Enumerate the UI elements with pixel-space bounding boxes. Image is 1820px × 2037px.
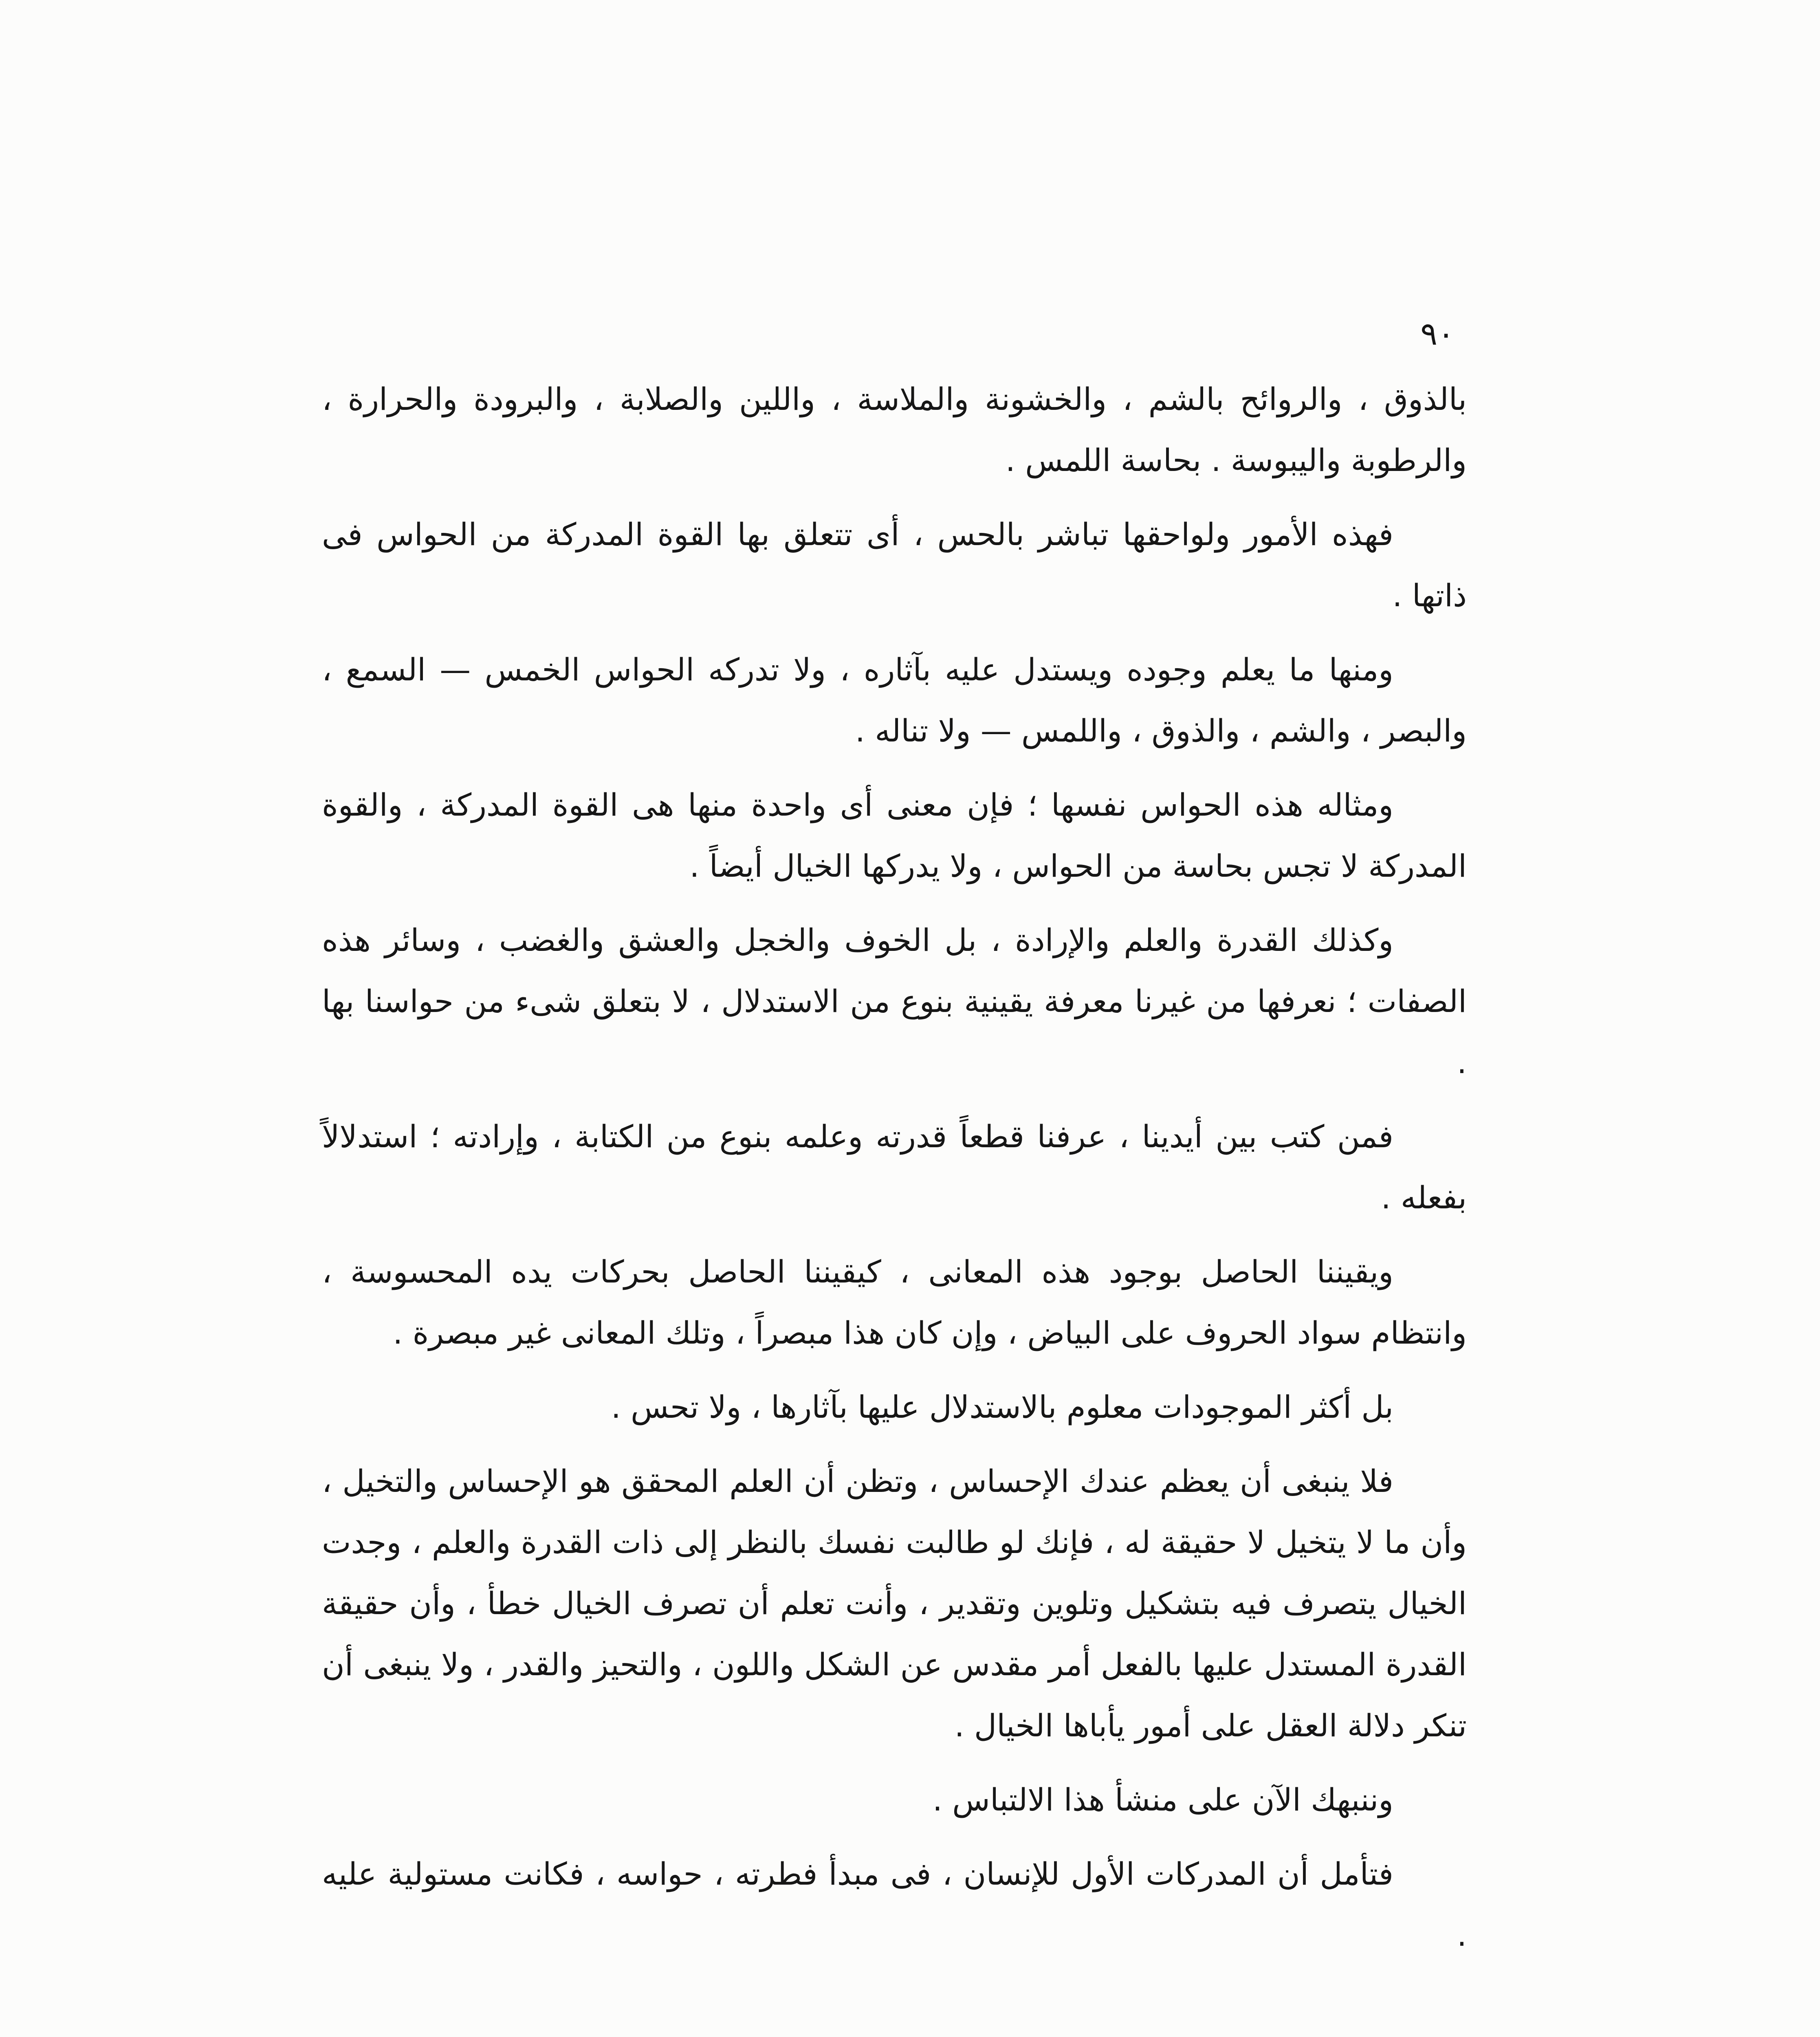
paragraph: فلا ينبغى أن يعظم عندك الإحساس ، وتظن أن العلم المحقق هو الإحساس والتخيل ، وأن ما لا يتخيل لا حقيقة له ، فإنك لو طالبت نفسك بالنظر إلى ذات القدرة والعلم ، وجدت الخيال يتصرف فيه بتشكيل وتلوين وتقدير ، وأنت تعلم أن تصرف الخيال خطأ ، وأن حقيقة القدرة المستدل عليها بالفعل أمر مقدس عن الشكل واللون ، والتحيز والقدر ، ولا ينبغى أن تنكر دلالة العقل على أمور يأباها الخيال . xyxy=(322,1463,1467,1744)
paragraph: ويقيننا الحاصل بوجود هذه المعانى ، كيقيننا الحاصل بحركات يده المحسوسة ، وانتظام سواد الحروف على البياض ، وإن كان هذا مبصراً ، وتلك المعانى غير مبصرة . xyxy=(322,1254,1467,1351)
paragraph: ومنها ما يعلم وجوده ويستدل عليه بآثاره ، ولا تدركه الحواس الخمس — السمع ، والبصر ، والشم ، والذوق ، واللمس — ولا تناله . xyxy=(322,651,1467,749)
paragraph: بالذوق ، والروائح بالشم ، والخشونة والملاسة ، واللين والصلابة ، والبرودة والحرارة ، والرطوبة واليبوسة . بحاسة اللمس . xyxy=(322,381,1467,478)
page-number: ٩٠ xyxy=(1420,316,1455,352)
body-text xyxy=(322,369,1467,1979)
paragraph: فهذه الأمور ولواحقها تباشر بالحس ، أى تتعلق بها القوة المدركة من الحواس فى ذاتها . xyxy=(322,516,1467,614)
paragraph: وكذلك القدرة والعلم والإرادة ، بل الخوف والخجل والعشق والغضب ، وسائر هذه الصفات ؛ نعرفها من غيرنا معرفة يقينية بنوع من الاستدلال ، لا بتعلق شىء من حواسنا بها . xyxy=(322,922,1467,1080)
paragraph: وننبهك الآن على منشأ هذا الالتباس . xyxy=(932,1782,1393,1818)
paragraph: فتأمل أن المدركات الأول للإنسان ، فى مبدأ فطرته ، حواسه ، فكانت مستولية عليه . xyxy=(322,1856,1467,1953)
paragraph: ومثاله هذه الحواس نفسها ؛ فإن معنى أى واحدة منها هى القوة المدركة ، والقوة المدركة لا تجس بحاسة من الحواس ، ولا يدركها الخيال أيضاً . xyxy=(322,787,1467,884)
paragraph: فمن كتب بين أيدينا ، عرفنا قطعاً قدرته وعلمه بنوع من الكتابة ، وإرادته ؛ استدلالاً بفعله . xyxy=(322,1118,1467,1216)
paragraph: بل أكثر الموجودات معلوم بالاستدلال عليها بآثارها ، ولا تحس . xyxy=(611,1389,1393,1425)
